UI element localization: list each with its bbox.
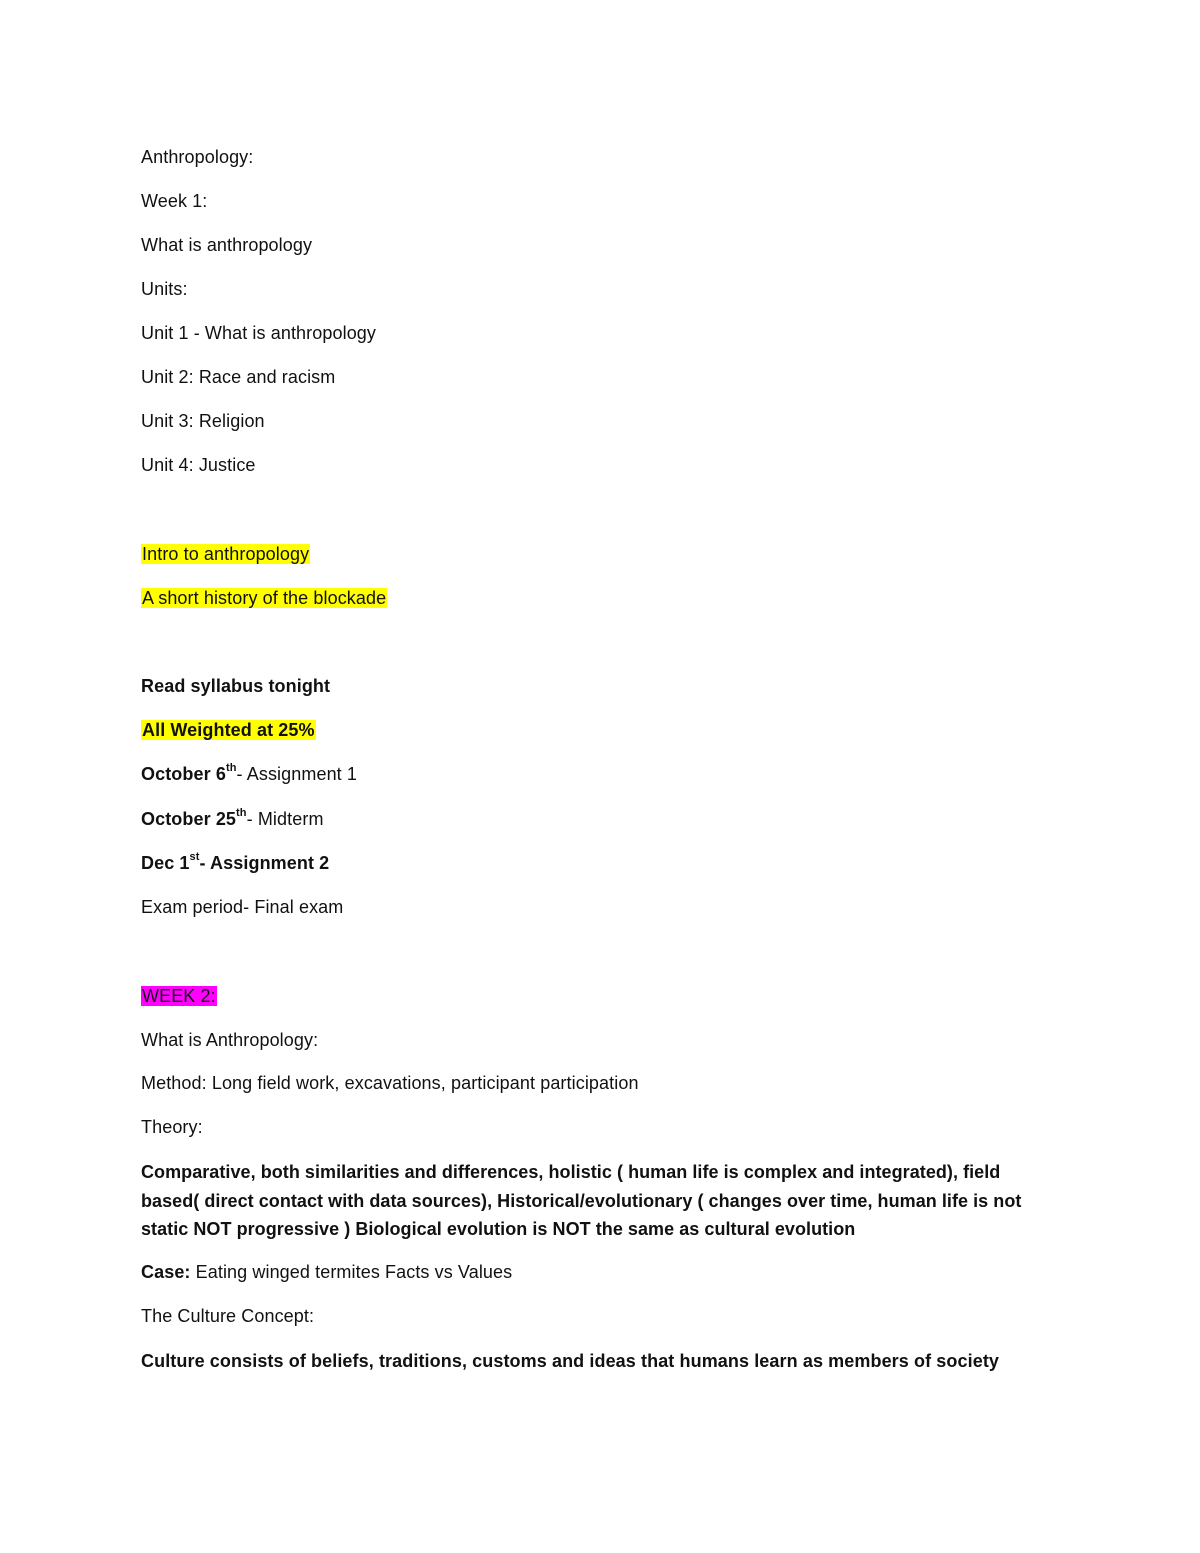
unit-item: Unit 4: Justice	[141, 455, 256, 475]
highlight-text: Intro to anthropology	[142, 544, 310, 564]
case-line: Case: Eating winged termites Facts vs Values	[141, 1262, 513, 1282]
weighted-line	[141, 718, 316, 742]
exam-period-line: Exam period- Final exam	[141, 897, 344, 917]
culture-concept-heading: The Culture Concept:	[141, 1306, 315, 1326]
what-is-2-line: What is Anthropology:	[141, 1030, 319, 1050]
theory-heading: Theory:	[141, 1117, 203, 1137]
highlight-text: A short history of the blockade	[142, 588, 387, 608]
what-is-line: What is anthropology	[141, 235, 313, 255]
week-2-heading	[141, 984, 217, 1008]
deadline-item: October 6th- Assignment 1	[141, 762, 357, 784]
method-line: Method: Long field work, excavations, participant participation	[141, 1073, 639, 1093]
notes-title: Anthropology:	[141, 147, 254, 167]
unit-item: Unit 2: Race and racism	[141, 367, 336, 387]
deadline-item: October 25th- Midterm	[141, 807, 324, 829]
units-heading: Units:	[141, 279, 188, 299]
deadline-item: Dec 1st- Assignment 2	[141, 851, 330, 873]
highlighted-line	[141, 542, 310, 566]
highlight-text: All Weighted at 25%	[142, 720, 315, 740]
read-syllabus-line: Read syllabus tonight	[141, 676, 331, 696]
highlighted-line	[141, 586, 387, 610]
unit-item: Unit 3: Religion	[141, 411, 265, 431]
week-1-heading: Week 1:	[141, 191, 208, 211]
unit-item: Unit 1 - What is anthropology	[141, 323, 377, 343]
culture-definition: Culture consists of beliefs, traditions, customs and ideas that humans learn as members of society	[141, 1351, 1000, 1371]
highlight-text: WEEK 2:	[142, 986, 216, 1006]
theory-paragraph: Comparative, both similarities and differences, holistic ( human life is complex and integrated), field based( direct contact with data sources), Historical/evolutionary ( changes over time, human life is not static NOT progressive ) Biological evolution is NOT the same as cultural evolution	[141, 1162, 1022, 1239]
